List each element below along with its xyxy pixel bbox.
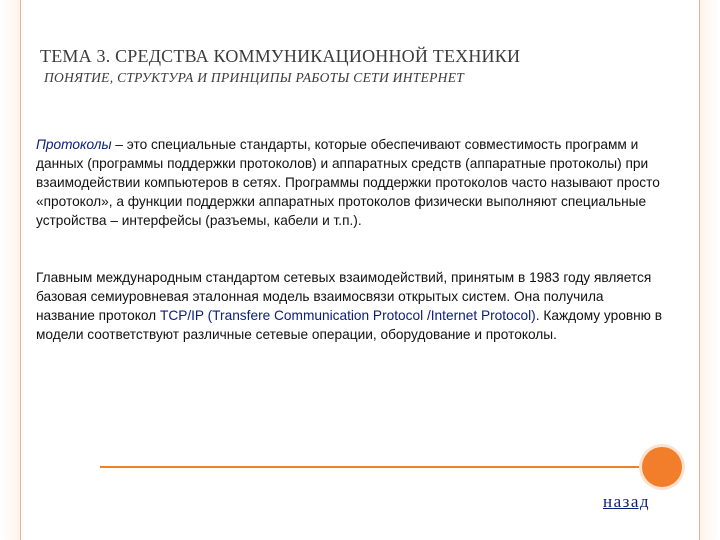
footer-divider bbox=[100, 466, 648, 468]
tcpip-term: TCP/IP (Transfere Communication Protocol /Internet Protocol) bbox=[159, 308, 536, 323]
paragraph-standard-text-a: Главным международным стандартом сетевых взаимодействий, принятым в 1983 году является базовая семиуровневая эталонная модель взаимосвязи открытых систем. Она получила название протокол bbox=[36, 270, 652, 323]
slide-title: ТЕМА 3. СРЕДСТВА КОММУНИКАЦИОННОЙ ТЕХНИКИ bbox=[40, 46, 521, 66]
paragraph-standard bbox=[36, 268, 666, 344]
right-frame-border bbox=[699, 0, 720, 540]
slide-subtitle: ПОНЯТИЕ, СТРУКТУРА И ПРИНЦИПЫ РАБОТЫ СЕТИ ИНТЕРНЕТ bbox=[44, 70, 465, 85]
paragraph-standard-text-b: . Каждому уровню в модели соответствуют различные сетевые операции, оборудование и протоколы. bbox=[36, 308, 662, 342]
paragraph-protocols-text: – это специальные стандарты, которые обеспечивают совместимость программ и данных (программы поддержки протоколов) и аппаратных средств (аппаратные протоколы) при взаимодействии компьютеров в сетях. Программы поддержки протоколов часто называют просто «протокол», а функции поддержки аппаратных протоколов физически выполняют специальные устройства – интерфейсы (разъемы, кабели и т.п.). bbox=[36, 137, 660, 228]
left-frame-border bbox=[0, 0, 21, 540]
paragraph-protocols bbox=[36, 135, 666, 230]
decorative-circle bbox=[642, 447, 682, 487]
back-link[interactable]: назад bbox=[603, 492, 651, 511]
term-protocols: Протоколы bbox=[36, 137, 112, 152]
